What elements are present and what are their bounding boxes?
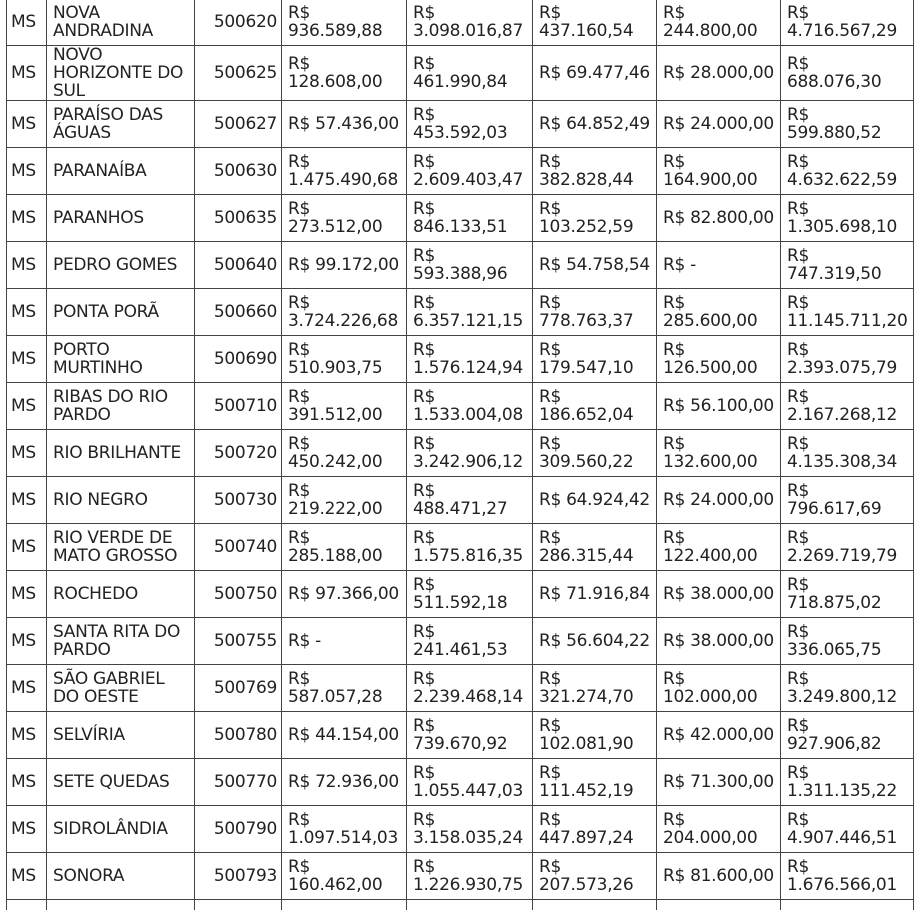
value-1-cell: R$ 587.057,28 — [282, 665, 407, 712]
table-row — [7, 336, 914, 383]
value-4-cell: R$ 38.000,00 — [657, 571, 781, 618]
municipality-name-cell: RIO VERDE DE MATO GROSSO — [47, 524, 195, 571]
municipality-code-cell: 500620 — [195, 0, 282, 46]
value-4-cell: R$ 28.000,00 — [657, 46, 781, 101]
value-1-cell: R$ 44.154,00 — [282, 712, 407, 759]
value-4-cell: R$ - — [657, 242, 781, 289]
state-cell: MS — [7, 430, 47, 477]
municipality-code-cell: 500769 — [195, 665, 282, 712]
value-4-cell: R$ 71.300,00 — [657, 759, 781, 806]
municipality-name-cell: PORTO MURTINHO — [47, 336, 195, 383]
municipality-code-cell: 500740 — [195, 524, 282, 571]
value-3-cell: R$ 207.573,26 — [533, 853, 657, 900]
state-cell: MS — [7, 148, 47, 195]
value-4-cell: R$ 122.400,00 — [657, 524, 781, 571]
municipality-code-cell: 500630 — [195, 148, 282, 195]
table-row — [7, 289, 914, 336]
table-row — [7, 524, 914, 571]
table-row — [7, 46, 914, 101]
empty-cell — [195, 900, 282, 910]
value-3-cell: R$ 64.924,42 — [533, 477, 657, 524]
state-cell: MS — [7, 195, 47, 242]
table-row — [7, 101, 914, 148]
municipality-code-cell: 500710 — [195, 383, 282, 430]
empty-cell — [282, 900, 407, 910]
state-cell: MS — [7, 759, 47, 806]
total-cell: R$ 3.249.800,12 — [781, 665, 914, 712]
table-row — [7, 477, 914, 524]
municipality-name-cell: PARANHOS — [47, 195, 195, 242]
value-3-cell: R$ 111.452,19 — [533, 759, 657, 806]
total-cell: R$ 747.319,50 — [781, 242, 914, 289]
municipality-code-cell: 500720 — [195, 430, 282, 477]
municipality-name-cell: SÃO GABRIEL DO OESTE — [47, 665, 195, 712]
value-3-cell: R$ 309.560,22 — [533, 430, 657, 477]
value-3-cell: R$ 186.652,04 — [533, 383, 657, 430]
value-3-cell: R$ 286.315,44 — [533, 524, 657, 571]
empty-cell — [533, 900, 657, 910]
municipality-code-cell: 500793 — [195, 853, 282, 900]
table-row — [7, 806, 914, 853]
table-row — [7, 665, 914, 712]
value-1-cell: R$ 285.188,00 — [282, 524, 407, 571]
value-1-cell: R$ - — [282, 618, 407, 665]
empty-cell — [7, 900, 47, 910]
total-cell: R$ 1.305.698,10 — [781, 195, 914, 242]
value-2-cell: R$ 511.592,18 — [407, 571, 533, 618]
municipality-name-cell: NOVA ANDRADINA — [47, 0, 195, 46]
value-4-cell: R$ 24.000,00 — [657, 477, 781, 524]
total-cell: R$ 4.907.446,51 — [781, 806, 914, 853]
value-1-cell: R$ 510.903,75 — [282, 336, 407, 383]
total-cell: R$ 1.311.135,22 — [781, 759, 914, 806]
municipality-name-cell: SONORA — [47, 853, 195, 900]
total-cell: R$ 336.065,75 — [781, 618, 914, 665]
state-cell: MS — [7, 242, 47, 289]
value-3-cell: R$ 64.852,49 — [533, 101, 657, 148]
value-4-cell: R$ 132.600,00 — [657, 430, 781, 477]
value-4-cell: R$ 102.000,00 — [657, 665, 781, 712]
value-4-cell: R$ 204.000,00 — [657, 806, 781, 853]
value-2-cell: R$ 461.990,84 — [407, 46, 533, 101]
value-2-cell: R$ 3.098.016,87 — [407, 0, 533, 46]
municipality-name-cell: ROCHEDO — [47, 571, 195, 618]
value-1-cell: R$ 3.724.226,68 — [282, 289, 407, 336]
empty-cell — [47, 900, 195, 910]
value-2-cell: R$ 488.471,27 — [407, 477, 533, 524]
value-2-cell: R$ 846.133,51 — [407, 195, 533, 242]
value-4-cell: R$ 42.000,00 — [657, 712, 781, 759]
total-cell: R$ 2.393.075,79 — [781, 336, 914, 383]
municipality-code-cell: 500627 — [195, 101, 282, 148]
value-3-cell: R$ 103.252,59 — [533, 195, 657, 242]
municipality-name-cell: PARANAÍBA — [47, 148, 195, 195]
total-cell: R$ 2.167.268,12 — [781, 383, 914, 430]
value-3-cell: R$ 56.604,22 — [533, 618, 657, 665]
value-1-cell: R$ 160.462,00 — [282, 853, 407, 900]
value-3-cell: R$ 54.758,54 — [533, 242, 657, 289]
state-cell: MS — [7, 0, 47, 46]
value-3-cell: R$ 382.828,44 — [533, 148, 657, 195]
value-2-cell: R$ 453.592,03 — [407, 101, 533, 148]
table-row — [7, 712, 914, 759]
municipality-name-cell: RIO NEGRO — [47, 477, 195, 524]
value-2-cell: R$ 593.388,96 — [407, 242, 533, 289]
municipality-name-cell: SELVÍRIA — [47, 712, 195, 759]
municipality-code-cell: 500770 — [195, 759, 282, 806]
state-cell: MS — [7, 477, 47, 524]
value-1-cell: R$ 1.097.514,03 — [282, 806, 407, 853]
total-cell: R$ 1.676.566,01 — [781, 853, 914, 900]
table-row — [7, 148, 914, 195]
total-cell: R$ 4.716.567,29 — [781, 0, 914, 46]
total-cell: R$ 927.906,82 — [781, 712, 914, 759]
total-cell: R$ 4.135.308,34 — [781, 430, 914, 477]
value-3-cell: R$ 69.477,46 — [533, 46, 657, 101]
value-2-cell: R$ 1.533.004,08 — [407, 383, 533, 430]
value-4-cell: R$ 24.000,00 — [657, 101, 781, 148]
total-cell: R$ 11.145.711,20 — [781, 289, 914, 336]
value-1-cell: R$ 936.589,88 — [282, 0, 407, 46]
total-cell: R$ 796.617,69 — [781, 477, 914, 524]
value-3-cell: R$ 102.081,90 — [533, 712, 657, 759]
state-cell: MS — [7, 853, 47, 900]
table-row-cut-off — [7, 900, 914, 910]
value-1-cell: R$ 450.242,00 — [282, 430, 407, 477]
table-row — [7, 242, 914, 289]
total-cell: R$ 718.875,02 — [781, 571, 914, 618]
state-cell: MS — [7, 336, 47, 383]
table-row — [7, 571, 914, 618]
municipality-code-cell: 500660 — [195, 289, 282, 336]
value-2-cell: R$ 739.670,92 — [407, 712, 533, 759]
value-2-cell: R$ 2.239.468,14 — [407, 665, 533, 712]
table-row — [7, 383, 914, 430]
value-1-cell: R$ 99.172,00 — [282, 242, 407, 289]
total-cell: R$ 2.269.719,79 — [781, 524, 914, 571]
municipality-code-cell: 500755 — [195, 618, 282, 665]
state-cell: MS — [7, 665, 47, 712]
value-4-cell: R$ 81.600,00 — [657, 853, 781, 900]
value-2-cell: R$ 6.357.121,15 — [407, 289, 533, 336]
municipality-code-cell: 500625 — [195, 46, 282, 101]
municipality-name-cell: SIDROLÂNDIA — [47, 806, 195, 853]
value-3-cell: R$ 179.547,10 — [533, 336, 657, 383]
value-3-cell: R$ 71.916,84 — [533, 571, 657, 618]
value-3-cell: R$ 437.160,54 — [533, 0, 657, 46]
value-4-cell: R$ 285.600,00 — [657, 289, 781, 336]
value-2-cell: R$ 1.576.124,94 — [407, 336, 533, 383]
municipality-name-cell: PONTA PORÃ — [47, 289, 195, 336]
empty-cell — [407, 900, 533, 910]
table-row — [7, 853, 914, 900]
municipality-code-cell: 500640 — [195, 242, 282, 289]
table-row — [7, 195, 914, 242]
value-2-cell: R$ 1.055.447,03 — [407, 759, 533, 806]
value-1-cell: R$ 219.222,00 — [282, 477, 407, 524]
table-body — [7, 0, 914, 910]
state-cell: MS — [7, 524, 47, 571]
municipality-code-cell: 500635 — [195, 195, 282, 242]
value-4-cell: R$ 56.100,00 — [657, 383, 781, 430]
value-2-cell: R$ 2.609.403,47 — [407, 148, 533, 195]
value-2-cell: R$ 3.242.906,12 — [407, 430, 533, 477]
value-3-cell: R$ 778.763,37 — [533, 289, 657, 336]
value-1-cell: R$ 273.512,00 — [282, 195, 407, 242]
state-cell: MS — [7, 806, 47, 853]
state-cell: MS — [7, 383, 47, 430]
value-2-cell: R$ 241.461,53 — [407, 618, 533, 665]
municipality-name-cell: RIO BRILHANTE — [47, 430, 195, 477]
value-4-cell: R$ 38.000,00 — [657, 618, 781, 665]
municipality-name-cell: SETE QUEDAS — [47, 759, 195, 806]
table-row — [7, 430, 914, 477]
table-row — [7, 0, 914, 46]
municipality-code-cell: 500730 — [195, 477, 282, 524]
table-row — [7, 618, 914, 665]
total-cell: R$ 599.880,52 — [781, 101, 914, 148]
municipality-code-cell: 500750 — [195, 571, 282, 618]
value-1-cell: R$ 1.475.490,68 — [282, 148, 407, 195]
value-4-cell: R$ 126.500,00 — [657, 336, 781, 383]
municipality-code-cell: 500780 — [195, 712, 282, 759]
state-cell: MS — [7, 289, 47, 336]
value-1-cell: R$ 72.936,00 — [282, 759, 407, 806]
municipality-code-cell: 500790 — [195, 806, 282, 853]
municipality-name-cell: RIBAS DO RIO PARDO — [47, 383, 195, 430]
value-1-cell: R$ 57.436,00 — [282, 101, 407, 148]
municipality-name-cell: PEDRO GOMES — [47, 242, 195, 289]
value-2-cell: R$ 1.575.816,35 — [407, 524, 533, 571]
value-3-cell: R$ 447.897,24 — [533, 806, 657, 853]
municipality-name-cell: SANTA RITA DO PARDO — [47, 618, 195, 665]
municipality-funding-table — [6, 0, 914, 910]
value-1-cell: R$ 128.608,00 — [282, 46, 407, 101]
municipality-code-cell: 500690 — [195, 336, 282, 383]
value-3-cell: R$ 321.274,70 — [533, 665, 657, 712]
state-cell: MS — [7, 101, 47, 148]
total-cell: R$ 688.076,30 — [781, 46, 914, 101]
state-cell: MS — [7, 46, 47, 101]
value-2-cell: R$ 3.158.035,24 — [407, 806, 533, 853]
value-1-cell: R$ 391.512,00 — [282, 383, 407, 430]
total-cell: R$ 4.632.622,59 — [781, 148, 914, 195]
value-4-cell: R$ 244.800,00 — [657, 0, 781, 46]
value-4-cell: R$ 164.900,00 — [657, 148, 781, 195]
municipality-name-cell: PARAÍSO DAS ÁGUAS — [47, 101, 195, 148]
empty-cell — [781, 900, 914, 910]
value-4-cell: R$ 82.800,00 — [657, 195, 781, 242]
state-cell: MS — [7, 712, 47, 759]
state-cell: MS — [7, 618, 47, 665]
state-cell: MS — [7, 571, 47, 618]
value-1-cell: R$ 97.366,00 — [282, 571, 407, 618]
empty-cell — [657, 900, 781, 910]
table-row — [7, 759, 914, 806]
value-2-cell: R$ 1.226.930,75 — [407, 853, 533, 900]
municipality-name-cell: NOVO HORIZONTE DO SUL — [47, 46, 195, 101]
